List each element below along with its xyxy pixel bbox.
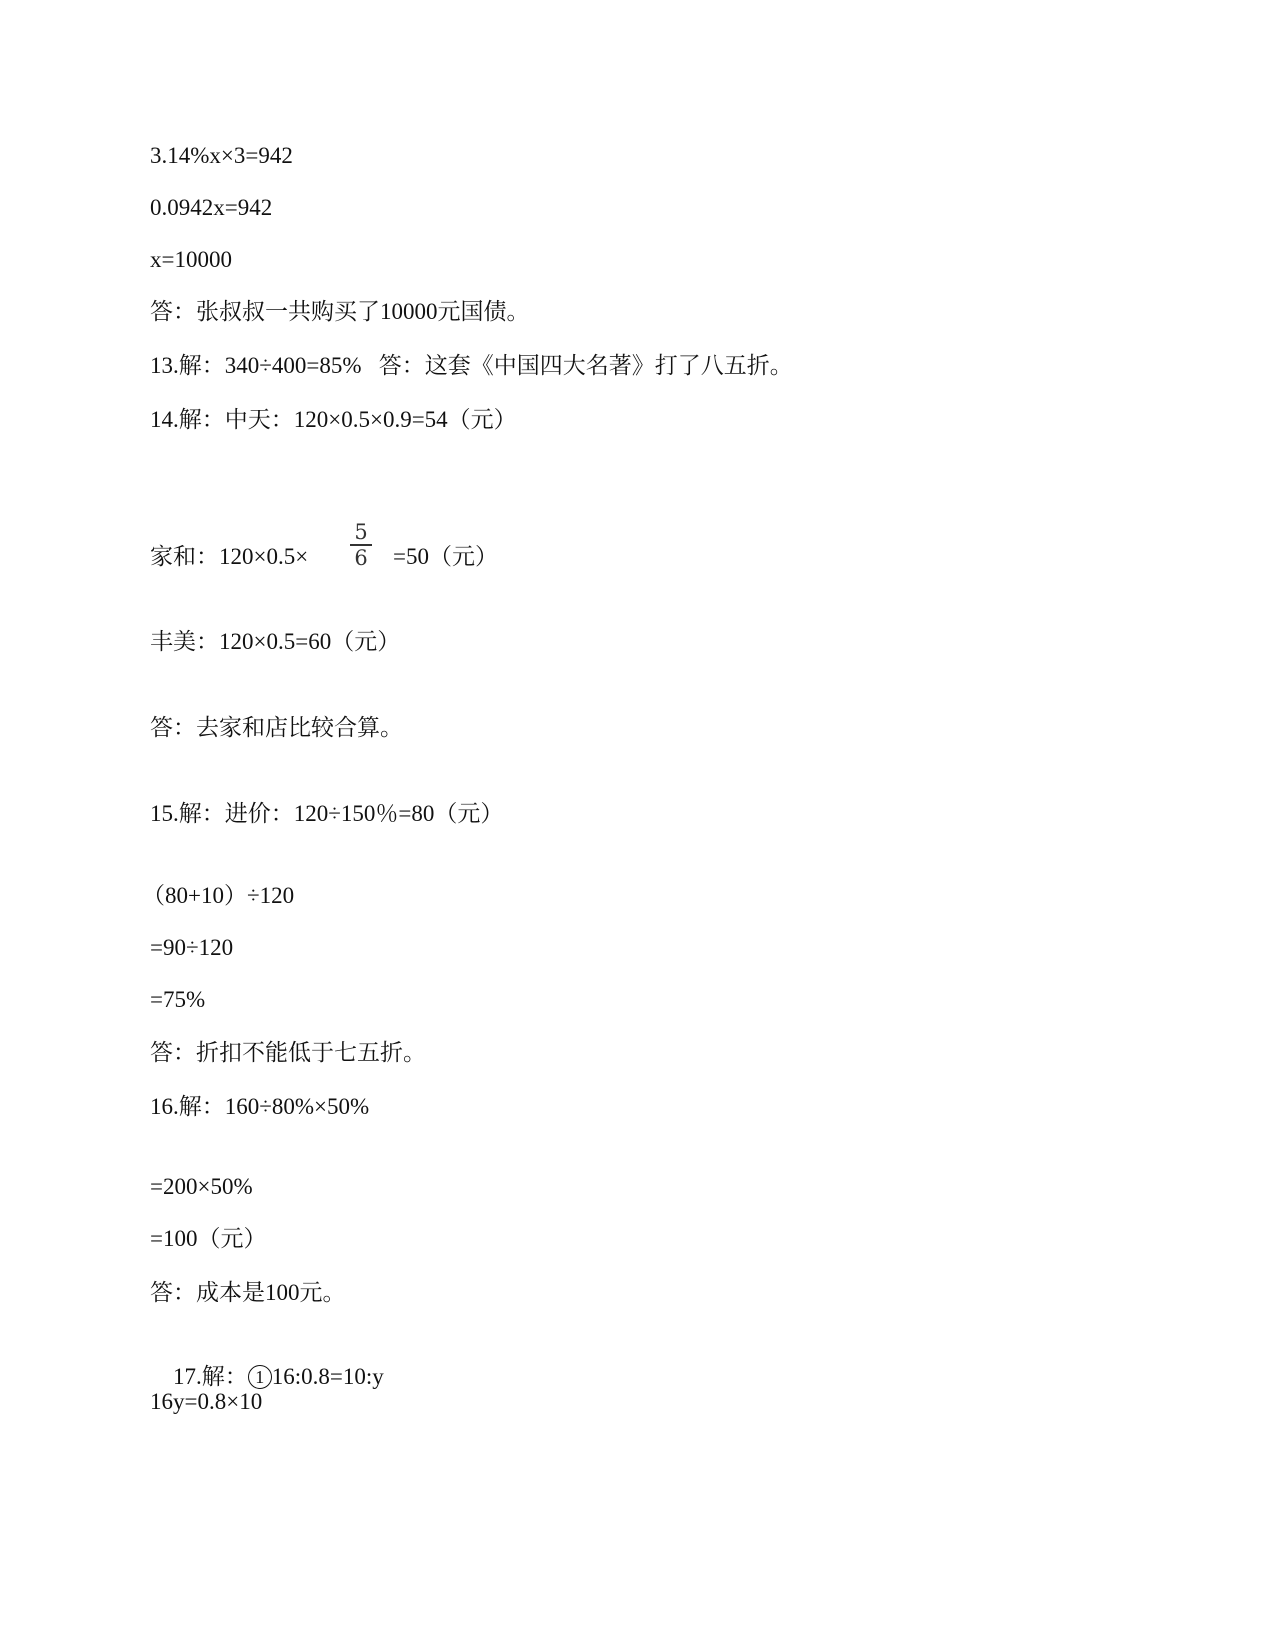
- equation-line: 3.14%x×3=942: [150, 143, 293, 168]
- circled-number: 1: [248, 1365, 272, 1389]
- jiahe-calc-prefix: 家和：120×0.5×: [150, 544, 309, 569]
- jiahe-calc-result: =50（元）: [393, 544, 498, 569]
- answer-line: 答：去家和店比较合算。: [150, 715, 403, 740]
- equation-line: =100（元）: [150, 1226, 267, 1251]
- problem-14-line: 14.解：中天：120×0.5×0.9=54（元）: [150, 407, 517, 432]
- equation-line: =90÷120: [150, 935, 234, 960]
- fraction-numerator: 5: [354, 520, 368, 544]
- answer-line: 答：折扣不能低于七五折。: [150, 1040, 426, 1065]
- fraction-five-sixths: [348, 520, 374, 570]
- equation-line: =75%: [150, 987, 206, 1012]
- problem-17-prefix: 17.解：: [173, 1364, 248, 1389]
- equation-line: x=10000: [150, 247, 232, 272]
- answer-line: 答：张叔叔一共购买了10000元国债。: [150, 299, 530, 324]
- problem-15-line: 15.解：进价：120÷150％=80（元）: [150, 801, 504, 826]
- equation-line: 0.0942x=942: [150, 195, 273, 220]
- problem-16-line: 16.解：160÷80%×50%: [150, 1094, 370, 1119]
- fraction-denominator: 6: [354, 546, 368, 570]
- equation-line: （80+10）÷120: [142, 883, 295, 908]
- fengmei-calc-line: 丰美：120×0.5=60（元）: [150, 629, 401, 654]
- equation-line: 16y=0.8×10: [150, 1389, 263, 1414]
- problem-13-line: 13.解：340÷400=85% 答：这套《中国四大名著》打了八五折。: [150, 353, 793, 378]
- problem-17-equation: 16:0.8=10:y: [271, 1364, 384, 1389]
- answer-line: 答：成本是100元。: [150, 1280, 346, 1305]
- equation-line: =200×50%: [150, 1174, 253, 1199]
